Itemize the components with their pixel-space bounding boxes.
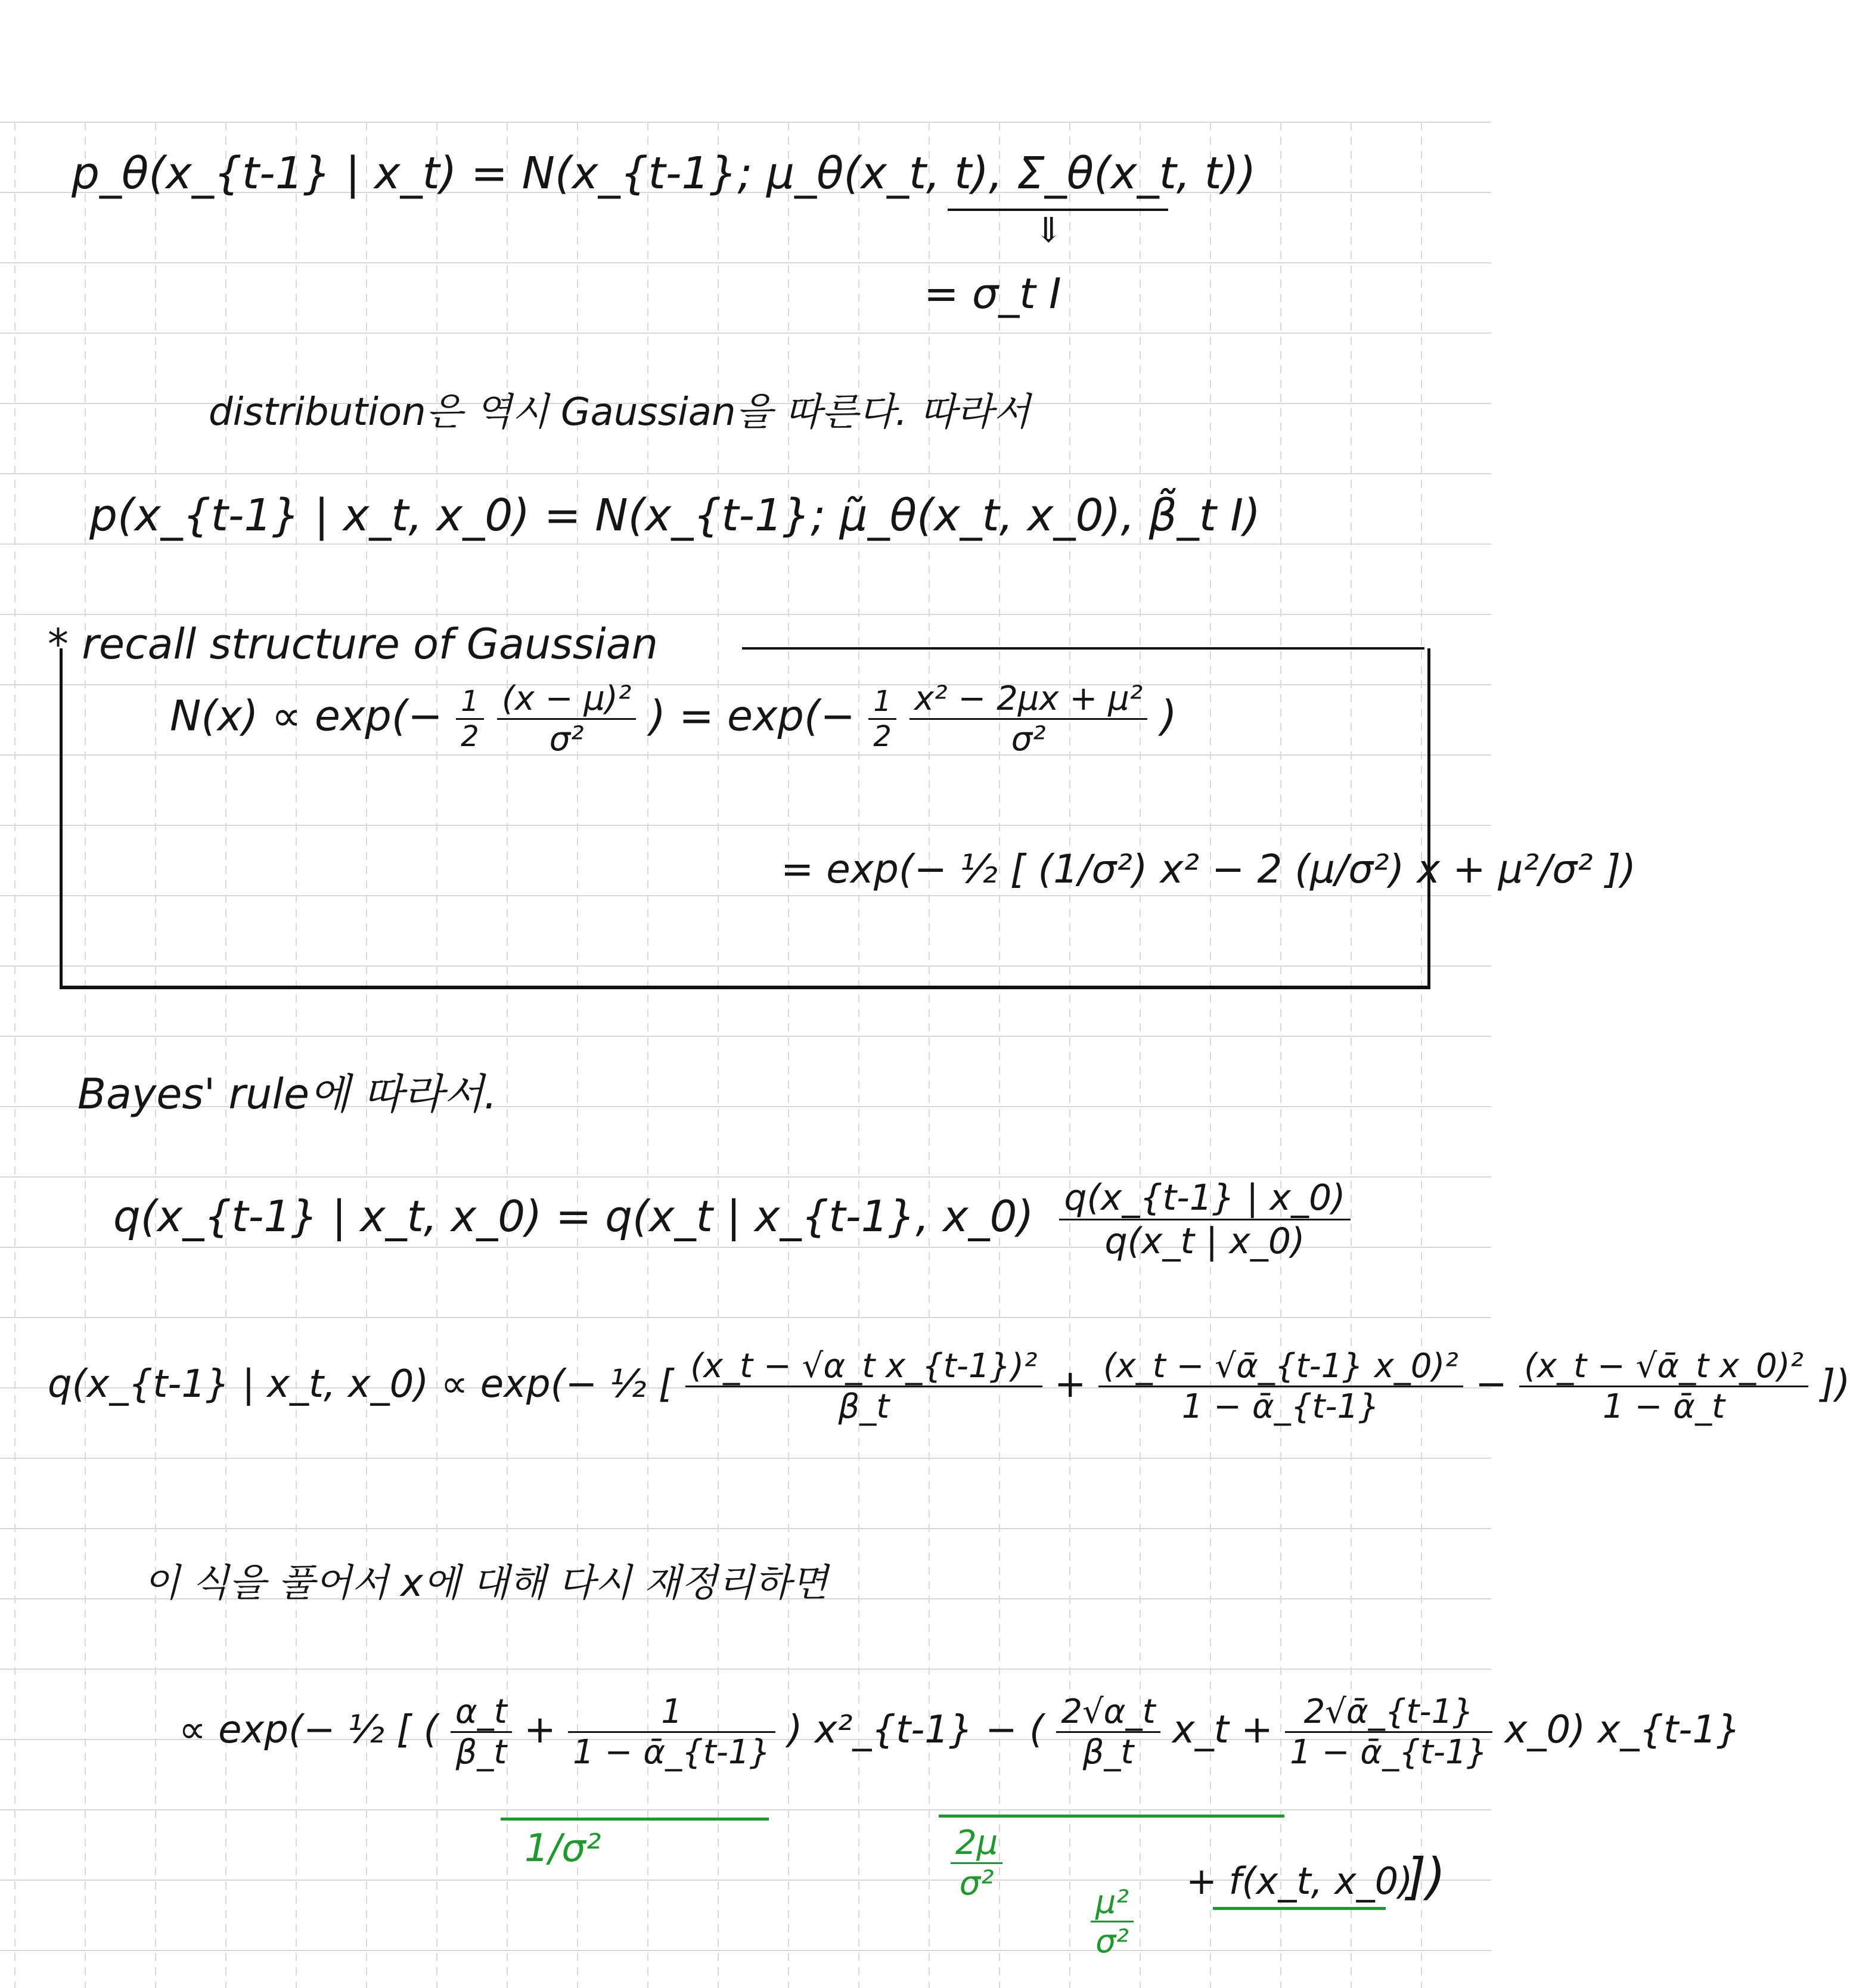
underline-remainder — [1213, 1907, 1386, 1910]
annotation-one-over-sigma-sq: 1/σ² — [524, 1827, 601, 1871]
eq5-plus: + — [524, 1708, 556, 1753]
box-eq1-half-num: 1 — [456, 685, 484, 720]
box-eq1-close: ) — [1160, 691, 1177, 741]
eq4-term3-den: 1 − ᾱ_t — [1603, 1387, 1725, 1426]
eq3-lhs: q(x_{t-1} | x_t, x_0) = q(x_t | x_{t-1}, x_0) — [113, 1191, 1034, 1242]
note-gaussian-distribution: distribution은 역시 Gaussian을 따른다. 따라서 — [209, 390, 1030, 434]
box-eq1-half-den: 2 — [461, 720, 479, 753]
box-title: * recall structure of Gaussian — [48, 620, 658, 669]
equation-rearranged — [179, 1692, 1741, 1772]
eq3-den: q(x_t | x_0) — [1104, 1220, 1305, 1262]
down-arrow-icon: ⇓ — [1034, 210, 1063, 250]
eq5-mid: ) x²_{t-1} − ( — [787, 1708, 1044, 1753]
eq4-close: ]) — [1820, 1362, 1850, 1407]
box-eq1-lhs: N(x) ∝ exp(− — [170, 691, 443, 741]
note-rearrange: 이 식을 풀어서 x에 대해 다시 재정리하면 — [143, 1561, 828, 1605]
eq5-c-num: 2√α_t — [1056, 1692, 1160, 1733]
eq5-tail: x_0) x_{t-1} — [1504, 1708, 1741, 1753]
box-eq1-mid: ) = exp(− — [649, 691, 855, 741]
g2-num: 2μ — [951, 1824, 1002, 1864]
eq4-minus: − — [1475, 1362, 1507, 1407]
eq4-term3-num: (x_t − √ᾱ_t x_0)² — [1519, 1347, 1808, 1387]
eq5-c-den: β_t — [1082, 1733, 1134, 1772]
box-eq1-half-num-2: 1 — [868, 685, 896, 720]
eq4-lhs: q(x_{t-1} | x_t, x_0) ∝ exp(− ½ [ — [48, 1362, 673, 1407]
g3-den: σ² — [1095, 1922, 1129, 1960]
box-eq1-num: (x − μ)² — [497, 679, 636, 720]
equation-final-close: ]) — [1407, 1847, 1446, 1906]
box-equation-1 — [170, 679, 1177, 759]
box-equation-2: = exp(− ½ [ (1/σ²) x² − 2 (μ/σ²) x + μ²/σ² ]) — [781, 846, 1637, 892]
eq3-num: q(x_{t-1} | x_0) — [1059, 1177, 1350, 1220]
variance-note: = σ_t I — [924, 269, 1061, 318]
eq5-b-num: 1 — [568, 1692, 775, 1733]
eq4-term2-den: 1 − ᾱ_{t-1} — [1181, 1387, 1380, 1426]
equation-expanded — [48, 1347, 1850, 1426]
eq5-c-var: x_t + — [1172, 1708, 1273, 1753]
box-eq1-den-2: σ² — [1011, 720, 1046, 759]
annotation-mu-sq-over-sigma-sq — [1091, 1883, 1134, 1960]
eq5-a-den: β_t — [455, 1733, 507, 1772]
underline-second-coefficient — [939, 1815, 1284, 1818]
annotation-two-mu-over-sigma-sq — [951, 1824, 1002, 1903]
eq5-lhs: ∝ exp(− ½ [ ( — [179, 1708, 439, 1753]
eq5-b-den: 1 − ᾱ_{t-1} — [573, 1733, 771, 1772]
eq4-term1-den: β_t — [838, 1387, 890, 1426]
eq4-plus: + — [1054, 1362, 1087, 1407]
equation-reverse-process: p_θ(x_{t-1} | x_t) = N(x_{t-1}; μ_θ(x_t, t), Σ_θ(x_t, t)) — [72, 148, 1256, 199]
box-eq1-den: σ² — [549, 720, 584, 759]
equation-posterior: p(x_{t-1} | x_t, x_0) = N(x_{t-1}; μ̃_θ(x_t, x_0), β̃_t I) — [89, 490, 1261, 541]
equation-remainder-term: + f(x_t, x_0) — [1186, 1859, 1413, 1903]
box-eq1-half-den-2: 2 — [873, 720, 892, 753]
eq5-a-num: α_t — [451, 1692, 512, 1733]
eq4-term1-num: (x_t − √α_t x_{t-1})² — [685, 1347, 1042, 1387]
note-bayes-rule: Bayes' rule에 따라서. — [77, 1070, 498, 1119]
g3-num: μ² — [1091, 1883, 1134, 1922]
equation-bayes — [113, 1177, 1351, 1262]
underline-first-coefficient — [501, 1818, 769, 1821]
g2-den: σ² — [959, 1864, 994, 1903]
eq5-d-den: 1 − ᾱ_{t-1} — [1290, 1733, 1488, 1772]
box-eq1-num-2: x² − 2μx + μ² — [910, 679, 1147, 720]
eq5-d-num: 2√ᾱ_{t-1} — [1285, 1692, 1492, 1733]
eq4-term2-num: (x_t − √ᾱ_{t-1} x_0)² — [1098, 1347, 1463, 1387]
